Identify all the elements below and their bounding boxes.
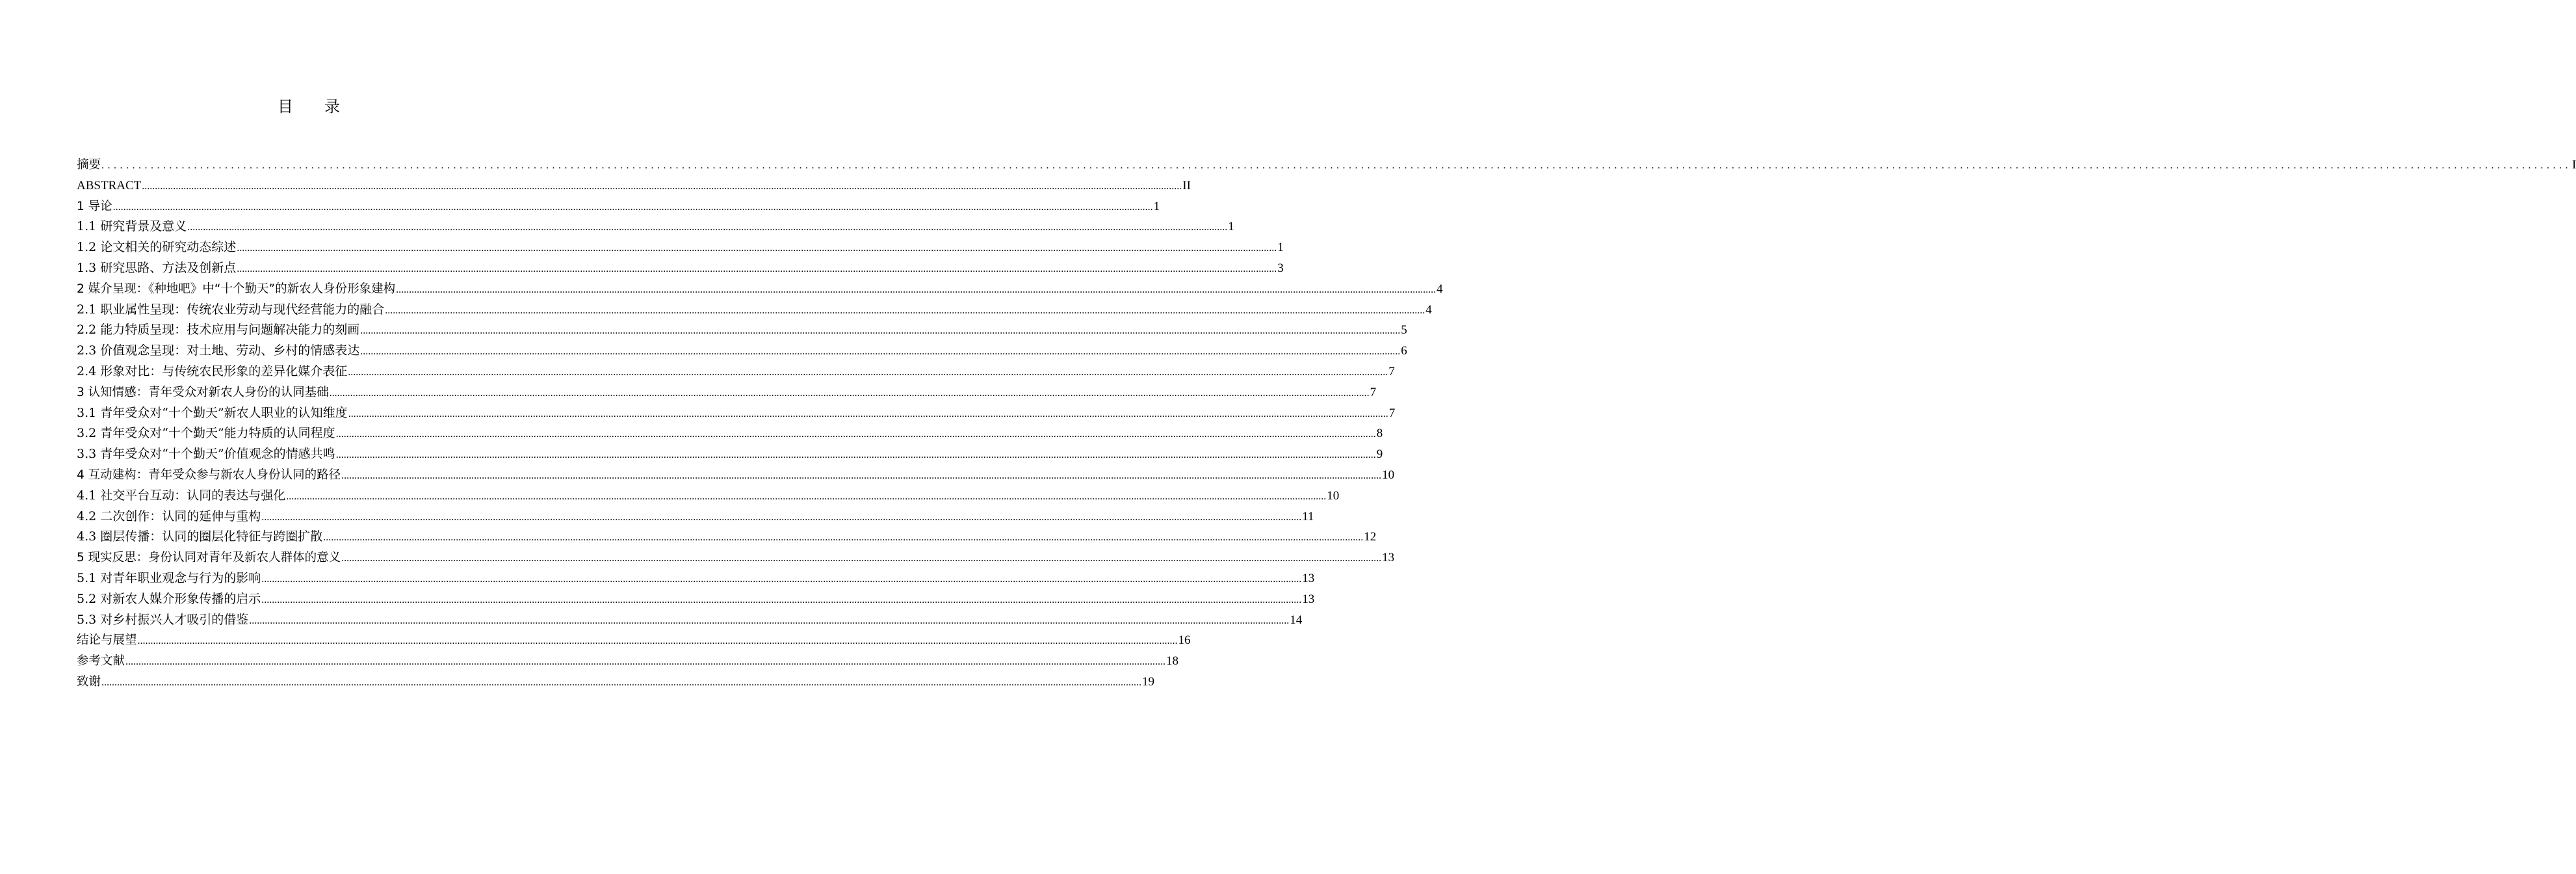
toc-entry[interactable] — [77, 589, 1315, 610]
toc-entry-page-number: 16 — [1178, 633, 1191, 648]
toc-entry[interactable] — [77, 630, 1191, 651]
toc-dot-leader: ................................................................................................................................................................................................................................................................................................................................................................................................................ — [125, 656, 1166, 668]
toc-dot-leader: ................................................................................................................................................................................................................................................................................................................................................................................................................ — [341, 470, 1382, 481]
toc-entry-label: 1 导论 — [77, 199, 112, 213]
toc-entry[interactable] — [77, 486, 1340, 507]
toc-entry-page-number: 1 — [1153, 199, 1160, 213]
toc-dot-leader: ................................................................................................................................................................................................................................................................................................................................................................................................................ — [137, 635, 1178, 647]
toc-dot-leader: ................................................................................................................................................................................................................................................................................................................................................................................................................ — [112, 201, 1153, 213]
title-char-1: 目 — [278, 98, 293, 116]
toc-entry[interactable] — [77, 382, 1377, 403]
toc-dot-leader: ................................................................................................................................................................................................................................................................................................................................................................................................................ — [396, 284, 1437, 295]
toc-entry-page-number: 13 — [1302, 571, 1315, 585]
toc-entry[interactable] — [77, 362, 1395, 382]
toc-entry[interactable] — [77, 610, 1303, 631]
toc-dot-leader: ................................................................................................................................................................................................................................................................................................................................................................................................................ — [101, 676, 1142, 688]
toc-dot-leader: ................................................................................................................................................................................................................................................................................................................................................................................................................ — [142, 180, 1182, 192]
title-char-2: 录 — [324, 98, 340, 116]
toc-entry[interactable] — [77, 341, 1407, 362]
toc-entry-page-number: 18 — [1166, 654, 1179, 669]
toc-entry-label: 4.3 圈层传播：认同的圈层化特征与跨圈扩散 — [77, 529, 323, 544]
toc-entry-page-number: 14 — [1290, 613, 1303, 627]
toc-dot-leader: ................................................................................................................................................................................................................................................................................................................................................................................................................ — [360, 346, 1401, 358]
toc-entry-page-number: 10 — [1382, 468, 1395, 482]
toc-entry[interactable] — [77, 176, 1191, 196]
toc-dot-leader: ................................................................................................................................................................................................................................................................................................................................................................................................................ — [329, 387, 1370, 399]
toc-entry-label: 3.2 青年受众对“十个勤天”能力特质的认同程度 — [77, 426, 335, 441]
toc-entry[interactable] — [77, 258, 1284, 279]
toc-entry[interactable] — [77, 527, 1377, 548]
toc-entry[interactable] — [77, 465, 1395, 486]
toc-dot-leader: ................................................................................................................................................................................................................................................................................................................................................................................................................ — [335, 429, 1376, 440]
toc-entry-label: 4.1 社交平台互动：认同的表达与强化 — [77, 488, 286, 503]
toc-dot-leader: ................................................................................................................................................................................................................................................................................................................................................................................................................ — [360, 325, 1401, 337]
toc-entry-page-number: 1 — [1228, 220, 1234, 234]
toc-entry-label: 参考文献 — [77, 654, 125, 669]
toc-entry-label: 2.4 形象对比：与传统农民形象的差异化媒介表征 — [77, 364, 348, 378]
toc-entry-label: 1.3 研究思路、方法及创新点 — [77, 260, 237, 275]
toc-entry-label: 3 认知情感：青年受众对新农人身份的认同基础 — [77, 385, 329, 399]
toc-dot-leader: ................................................................................................................................................................................................................................................................................................................................................................................................................ — [348, 366, 1388, 378]
table-of-contents — [77, 155, 2576, 693]
toc-entry[interactable] — [77, 279, 1443, 300]
toc-entry[interactable] — [77, 196, 1160, 217]
toc-entry-label: 5.3 对乡村振兴人才吸引的借鉴 — [77, 612, 249, 627]
toc-dot-leader: ................................................................................................................................................................................................................................................................................................................................................................................................................ — [261, 594, 1302, 605]
toc-entry[interactable] — [77, 568, 1315, 589]
toc-dot-leader: ................................................................................................................................................................................................................................................................................................................................................................................................................ — [101, 160, 2572, 171]
toc-entry-page-number: II — [1182, 178, 1191, 192]
toc-entry-page-number: 10 — [1327, 488, 1340, 503]
toc-entry[interactable] — [77, 300, 1432, 321]
toc-entry-page-number: 5 — [1401, 323, 1407, 338]
toc-entry-page-number: 19 — [1142, 674, 1155, 689]
toc-entry[interactable] — [77, 217, 1234, 237]
toc-dot-leader: ................................................................................................................................................................................................................................................................................................................................................................................................................ — [237, 263, 1277, 274]
toc-entry-label: 3.3 青年受众对“十个勤天”价值观念的情感共鸣 — [77, 447, 335, 462]
toc-entry[interactable] — [77, 672, 1155, 693]
toc-entry[interactable] — [77, 507, 1314, 527]
toc-entry-page-number: 9 — [1376, 447, 1383, 462]
toc-dot-leader: ................................................................................................................................................................................................................................................................................................................................................................................................................ — [187, 222, 1228, 233]
toc-entry[interactable] — [77, 548, 1395, 568]
toc-entry-page-number: 4 — [1425, 302, 1432, 317]
toc-entry-label: 致谢 — [77, 674, 101, 689]
toc-entry[interactable] — [77, 237, 1284, 258]
toc-dot-leader: ................................................................................................................................................................................................................................................................................................................................................................................................................ — [348, 408, 1388, 419]
toc-entry-label: 4 互动建构：青年受众参与新农人身份认同的路径 — [77, 468, 341, 482]
toc-entry-page-number: 4 — [1437, 282, 1443, 296]
toc-entry-page-number: 13 — [1302, 592, 1315, 606]
toc-entry-label: 5 现实反思：身份认同对青年及新农人群体的意义 — [77, 551, 341, 565]
toc-dot-leader: ................................................................................................................................................................................................................................................................................................................................................................................................................ — [249, 615, 1290, 626]
toc-dot-leader: ................................................................................................................................................................................................................................................................................................................................................................................................................ — [237, 243, 1277, 254]
toc-entry-page-number: 11 — [1302, 509, 1314, 523]
toc-entry-page-number: 13 — [1382, 551, 1395, 565]
toc-entry-page-number: 8 — [1376, 427, 1383, 441]
toc-entry-page-number: I — [2572, 158, 2576, 172]
toc-entry-page-number: 7 — [1370, 385, 1377, 399]
toc-entry[interactable] — [77, 320, 1407, 341]
toc-entry-page-number: 1 — [1277, 241, 1284, 255]
toc-dot-leader: ................................................................................................................................................................................................................................................................................................................................................................................................................ — [323, 532, 1364, 544]
toc-entry-label: 摘要 — [77, 158, 101, 172]
toc-entry[interactable] — [77, 155, 2576, 176]
toc-entry-page-number: 12 — [1364, 530, 1377, 544]
toc-dot-leader: ................................................................................................................................................................................................................................................................................................................................................................................................................ — [341, 553, 1382, 564]
toc-entry-label: 5.1 对青年职业观念与行为的影响 — [77, 570, 261, 585]
toc-dot-leader: ................................................................................................................................................................................................................................................................................................................................................................................................................ — [261, 511, 1302, 523]
toc-entry-page-number: 7 — [1388, 406, 1396, 420]
toc-entry[interactable] — [77, 403, 1396, 424]
toc-entry-page-number: 6 — [1401, 344, 1407, 358]
toc-dot-leader: ................................................................................................................................................................................................................................................................................................................................................................................................................ — [385, 304, 1425, 316]
toc-entry-label: 4.2 二次创作：认同的延伸与重构 — [77, 509, 261, 523]
toc-entry[interactable] — [77, 651, 1179, 672]
toc-dot-leader: ................................................................................................................................................................................................................................................................................................................................................................................................................ — [261, 573, 1302, 585]
page-title — [0, 96, 618, 117]
toc-entry[interactable] — [77, 444, 1383, 465]
toc-entry-label: 1.2 论文相关的研究动态综述 — [77, 240, 237, 255]
toc-entry-label: 1.1 研究背景及意义 — [77, 219, 187, 234]
toc-entry-page-number: 7 — [1388, 364, 1395, 378]
toc-entry-label: 2.3 价值观念呈现：对土地、劳动、乡村的情感表达 — [77, 343, 360, 358]
toc-entry-label: 结论与展望 — [77, 633, 137, 648]
toc-dot-leader: ................................................................................................................................................................................................................................................................................................................................................................................................................ — [286, 490, 1327, 502]
toc-entry-label: 2 媒介呈现：《种地吧》中“十个勤天”的新农人身份形象建构 — [77, 282, 396, 296]
toc-entry-label: 2.1 职业属性呈现：传统农业劳动与现代经营能力的融合 — [77, 302, 385, 317]
toc-entry[interactable] — [77, 423, 1383, 444]
toc-dot-leader: ................................................................................................................................................................................................................................................................................................................................................................................................................ — [335, 449, 1376, 461]
toc-entry-label: 5.2 对新农人媒介形象传播的启示 — [77, 591, 261, 606]
toc-entry-page-number: 3 — [1277, 261, 1284, 275]
toc-entry-label: ABSTRACT — [77, 178, 142, 192]
toc-entry-label: 2.2 能力特质呈现：技术应用与问题解决能力的刻画 — [77, 323, 360, 338]
toc-entry-label: 3.1 青年受众对“十个勤天”新农人职业的认知维度 — [77, 405, 348, 420]
